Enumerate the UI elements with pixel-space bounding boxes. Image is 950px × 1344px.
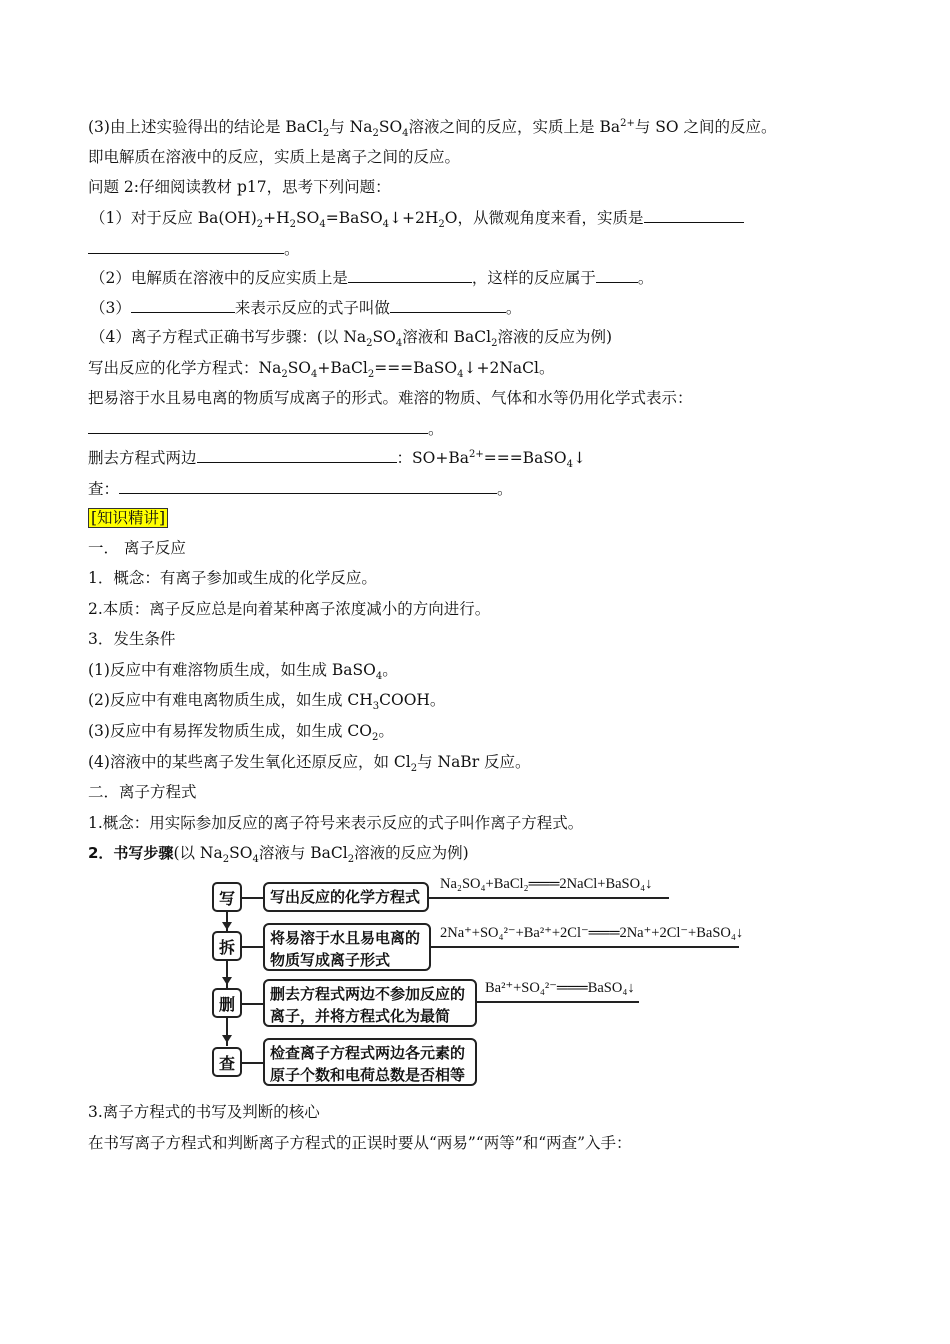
arrow-down-icon	[222, 922, 232, 930]
text-line: 1.概念：用实际参加反应的离子符号来表示反应的式子叫作离子方程式。	[88, 814, 584, 832]
text-line: 3．发生条件	[88, 630, 176, 648]
answer-blank[interactable]	[88, 418, 428, 434]
answer-blank[interactable]	[131, 297, 235, 313]
section-tag: [知识精讲]	[88, 508, 168, 528]
question-title: 问题 2:仔细阅读教材 p17，思考下列问题：	[88, 178, 391, 196]
text-line: 。	[88, 418, 444, 439]
equation-net-ionic: Ba²⁺+SO₄²⁻═══BaSO₄↓	[485, 980, 635, 996]
text-line: 把易溶于水且易电离的物质写成离子的形式。难溶的物质、气体和水等仍用化学式表示：	[88, 389, 693, 407]
equation-full-ionic: 2Na⁺+SO₄²⁻+Ba²⁺+2Cl⁻═══2Na⁺+2Cl⁻+BaSO₄↓	[440, 925, 744, 941]
condition-3: (3)反应中有易挥发物质生成，如生成 $CO_2$。	[88, 722, 394, 744]
answer-blank[interactable]	[119, 478, 497, 494]
text-line: 3.离子方程式的书写及判断的核心	[88, 1103, 320, 1121]
answer-blank[interactable]	[390, 297, 506, 313]
equation-molecular: Na₂SO₄+BaCl₂═══2NaCl+BaSO₄↓	[440, 876, 653, 892]
heading-2: 二．离子方程式	[88, 783, 197, 801]
connector	[242, 1003, 264, 1005]
text-line: 写出反应的化学方程式：$Na_2SO_4+BaCl_2===BaSO_4↓+2NaCl$。	[88, 359, 555, 381]
step-delete: 删	[212, 988, 242, 1018]
arrow-down-icon	[222, 1035, 232, 1043]
text-line: 即电解质在溶液中的反应，实质上是离子之间的反应。	[88, 148, 461, 166]
text-line: 2．书写步骤(以 $Na_2SO_4$溶液与 BaCl$_2$溶液的反应为例)	[88, 844, 469, 866]
answer-blank[interactable]	[596, 267, 638, 283]
equation-rule	[429, 897, 669, 899]
step-box-write: 写出反应的化学方程式	[263, 882, 429, 912]
condition-4: (4)溶液中的某些离子发生氧化还原反应，如 $Cl_2$与 NaBr 反应。	[88, 753, 531, 775]
equation-rule	[477, 1001, 639, 1003]
question-1-cont: 。	[88, 238, 300, 259]
step-check: 查	[212, 1047, 242, 1077]
heading-1: 一． 离子反应	[88, 539, 186, 557]
step-split: 拆	[212, 931, 242, 961]
answer-blank[interactable]	[88, 238, 284, 254]
step-write: 写	[212, 882, 242, 912]
text-line: 在书写离子方程式和判断离子方程式的正误时要从“两易”“两等”和“两查”入手：	[88, 1134, 632, 1152]
text-line: 1．概念：有离子参加或生成的化学反应。	[88, 569, 377, 587]
equation-rule	[431, 946, 739, 948]
answer-blank[interactable]	[197, 447, 397, 463]
question-3: （3） 来表示反应的式子叫做 。	[90, 299, 522, 317]
step-box-check: 检查离子方程式两边各元素的 原子个数和电荷总数是否相等	[263, 1038, 477, 1086]
text-line: 2.本质：离子反应总是向着某种离子浓度减小的方向进行。	[88, 600, 491, 618]
answer-blank[interactable]	[644, 207, 744, 223]
question-1: （1）对于反应 $Ba(OH)_2+H_2SO_4=BaSO_4↓+2H_2O$，从微观角度来看，实质是	[90, 207, 744, 228]
question-4: （4）离子方程式正确书写步骤：(以 $Na_2SO_4$溶液和 BaCl$_2$溶液的反应为例)	[90, 328, 613, 350]
arrow-down-icon	[222, 977, 232, 985]
condition-1: (1)反应中有难溶物质生成，如生成 BaSO$_4$。	[88, 661, 398, 683]
step-box-split: 将易溶于水且易电离的 物质写成离子形式	[263, 923, 431, 971]
question-2: （2）电解质在溶液中的反应实质上是 ，这样的反应属于 。	[90, 269, 654, 287]
condition-2: (2)反应中有难电离物质生成，如生成 $CH_3COOH$。	[88, 691, 446, 713]
step-box-delete: 删去方程式两边不参加反应的 离子，并将方程式化为最简	[263, 979, 477, 1027]
connector	[242, 1062, 264, 1064]
connector	[242, 946, 264, 948]
text-line: (3)由上述实验得出的结论是 BaCl$_2$与 $Na_2SO_4$溶液之间的反应，实质上是 $Ba^{2+}$与 SO 之间的反应。	[88, 117, 777, 140]
text-line: 查： 。	[88, 480, 513, 498]
answer-blank[interactable]	[348, 267, 472, 283]
flow-line	[226, 896, 228, 1046]
connector	[242, 897, 264, 899]
text-line: 删去方程式两边 ：$SO+Ba^{2+}===BaSO_4↓$	[88, 448, 587, 471]
